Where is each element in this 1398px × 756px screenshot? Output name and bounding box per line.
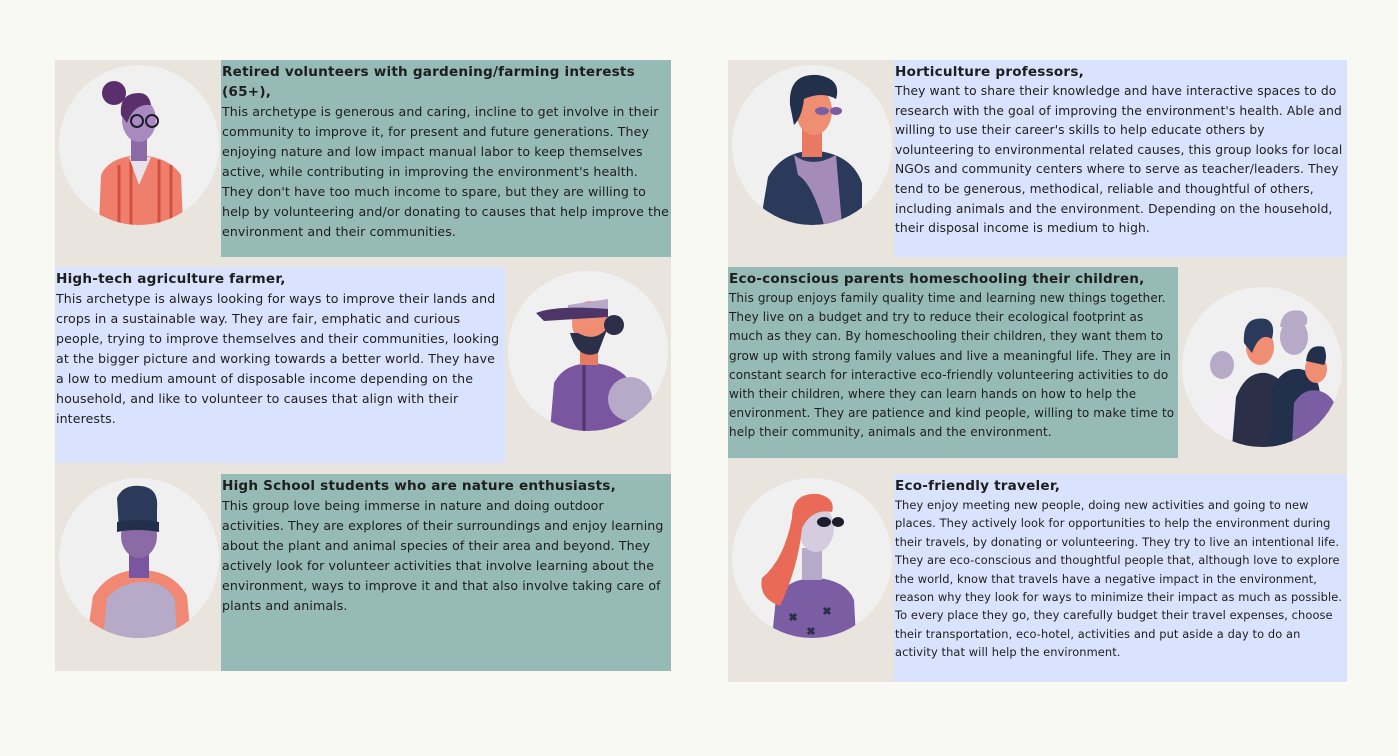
persona-description: This archetype is generous and caring, incline to get involve in their community to improve it, for present and future generations. They enjoying nature and low impact manual labor to keep themselves active, while contributing in improving the environment's health. They don't have too much income to spare, but they are willing to help by volunteering and/or donating to causes that help improve the environment and their communities. (222, 104, 670, 239)
student-with-beanie-icon (59, 478, 219, 638)
persona-description: They enjoy meeting new people, doing new activities and going to new places. They actively look for opportunities to help the environment during their travels, by donating or volunteering. They try to live an intentional life. They are eco-conscious and thoughtful people that, although love to explore the world, know that travels have a negative impact in the environment, reason why they look for ways to minimize their impact as much as possible. (895, 498, 1343, 605)
professor-with-scarf-icon (732, 65, 892, 225)
persona-text-agriculture-farmer (55, 267, 505, 463)
persona-title: Eco-friendly traveler, (895, 478, 1061, 494)
persona-description-continued: To every place they go, they carefully budget their travel expenses, choose their transportation, eco-hotel, activities and put aside a day to do an activity that will help the environment. (895, 608, 1333, 660)
persona-text-retired-volunteers (221, 60, 671, 257)
persona-title: Retired volunteers with gardening/farming interests (65+), (222, 64, 635, 100)
persona-text-eco-parents (728, 267, 1178, 458)
persona-text-high-school-students (221, 474, 671, 671)
traveler-with-sunglasses-icon (732, 478, 892, 638)
persona-text-eco-traveler (894, 474, 1347, 682)
persona-description: This group love being immerse in nature and doing outdoor activities. They are explores of their surroundings and enjoy learning about the plant and animal species of their area and beyond. They actively look for volunteer activities that involve learning about the environment, ways to improve it and that also involve taking care of plants and animals. (222, 498, 664, 613)
persona-title: Eco-conscious parents homeschooling their children, (729, 271, 1145, 287)
farmer-with-cap-icon (508, 271, 668, 431)
family-group-icon (1182, 287, 1342, 447)
elderly-woman-glasses-icon (59, 65, 219, 225)
persona-title: Horticulture professors, (895, 64, 1084, 80)
persona-description: This group enjoys family quality time and learning new things together. They live on a budget and try to reduce their ecological footprint as much as they can. By homeschooling their children, they want them to grow up with strong family values and live a meaningful life. They are in constant search for interactive eco-friendly volunteering activities to do with their children, where they can learn hands on how to help the environment. They are patience and kind people, willing to make time to help their community, animals and the environment. (729, 291, 1175, 440)
persona-title: High School students who are nature enthusiasts, (222, 478, 616, 494)
persona-description: This archetype is always looking for ways to improve their lands and crops in a sustainable way. They are fair, emphatic and curious people, trying to improve themselves and their communities, looking at the bigger picture and working towards a better world. They have a low to medium amount of disposable income depending on the household, and like to volunteer to causes that align with their interests. (56, 291, 500, 426)
persona-title: High-tech agriculture farmer, (56, 271, 286, 287)
persona-description: They want to share their knowledge and have interactive spaces to do research with the goal of improving the environment's health. Able and willing to use their career's skills to help educate others by volunteering to environmental related causes, this group looks for local NGOs and community centers where to serve as teacher/leaders. They tend to be generous, methodical, reliable and thoughtful of others, including animals and the environment. Depending on the household, their disposal income is medium to high. (895, 84, 1343, 236)
persona-text-horticulture-professors (894, 60, 1347, 257)
